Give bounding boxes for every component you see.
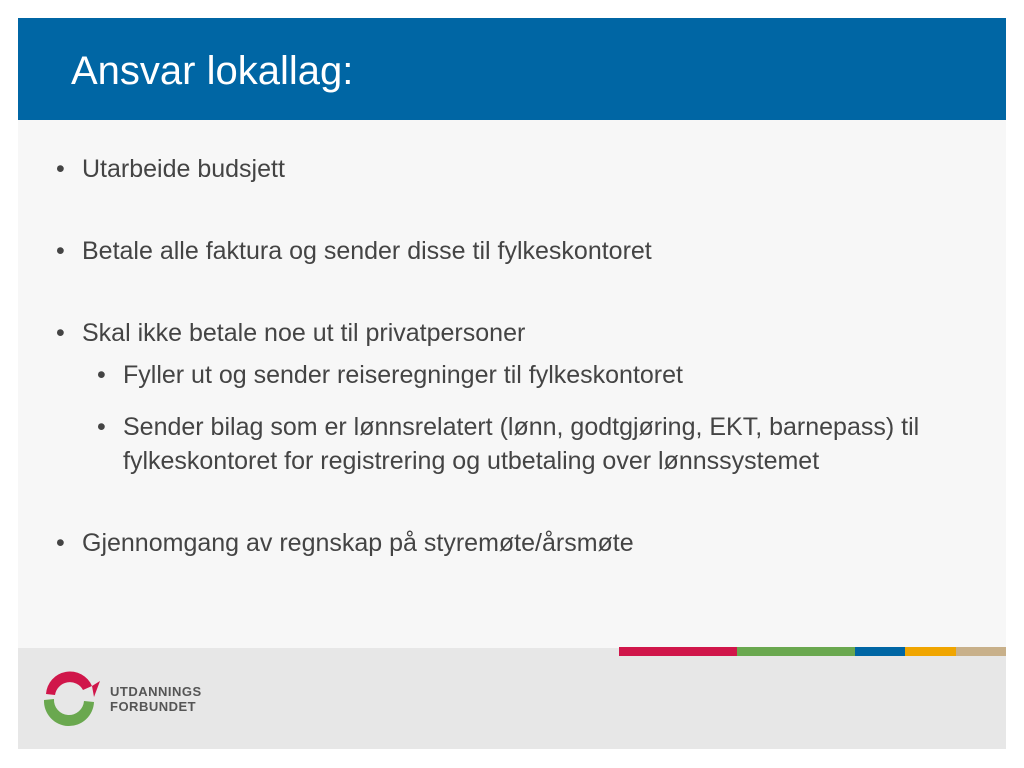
bullet-dot: • [56,155,65,183]
logo-line-2: FORBUNDET [110,699,197,714]
bullet-dot: • [56,237,65,265]
footer [18,648,1006,749]
logo-line-1: UTDANNINGS [110,684,202,699]
stripe-red [619,647,737,656]
bullet-dot: • [97,361,106,389]
sub-bullet-item [97,358,956,392]
bullet-text: Betale alle faktura og sender disse til fylkeskontoret [82,237,652,265]
bullet-text: Gjennomgang av regnskap på styremøte/årsmøte [82,529,634,557]
stripe-tan [956,647,1006,656]
stripe-yellow [905,647,956,656]
bullet-item [56,152,956,186]
slide-title: Ansvar lokallag: [71,49,354,93]
sub-bullet-text: Sender bilag som er lønnsrelatert (lønn, godtgjøring, EKT, barnepass) til fylkeskontoret for registrering og utbetaling over lønnssystemet [123,413,920,475]
bullet-dot: • [56,319,65,347]
logo-wordmark [110,684,202,714]
bullet-dot: • [56,529,65,557]
bullet-list [56,152,956,560]
utdanningsforbundet-logo-icon [36,664,102,730]
bullet-text: Skal ikke betale noe ut til privatpersoner [82,319,526,347]
bullet-item [56,234,956,268]
slide [18,18,1006,749]
bullet-item [56,526,956,560]
bullet-dot: • [97,413,106,441]
sub-bullet-item [97,410,956,478]
sub-bullet-text: Fyller ut og sender reiseregninger til fylkeskontoret [123,361,683,389]
title-bar [18,18,1006,120]
stripe-blue [855,647,905,656]
stripe-green [737,647,855,656]
bullet-item [56,316,956,350]
bullet-text: Utarbeide budsjett [82,155,285,183]
